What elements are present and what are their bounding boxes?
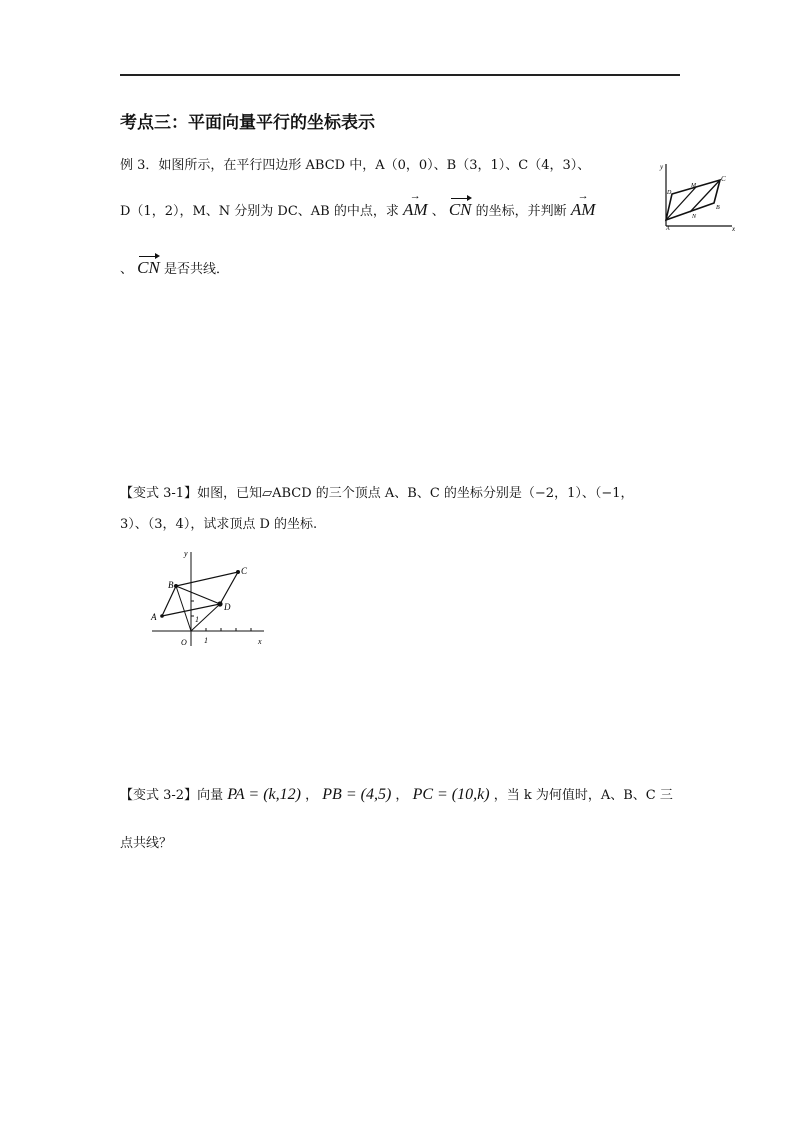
fig1-x-label: x xyxy=(732,225,736,233)
example3-line2-text-a: D（1，2），M、N 分别为 DC、AB 的中点，求 xyxy=(120,204,399,219)
variant31-line1: 【变式 3-1】如图，已知▱ABCD 的三个顶点 A、B、C 的坐标分别是（−2，1）、（−1， xyxy=(120,486,634,501)
variant32-suffix: ，当 k 为何值时，A、B、C 三 xyxy=(493,788,673,803)
vector-pb-expression: PB = (4,5) xyxy=(322,786,392,803)
fig2-tick-y-1: 1 xyxy=(195,615,199,624)
variant32-prefix: 【变式 3-2】向量 xyxy=(120,788,224,803)
fig2-origin-label: O xyxy=(181,638,187,647)
fig2-tick-x-1: 1 xyxy=(204,636,208,645)
variant32-line2: 点共线？ xyxy=(120,836,173,851)
fig2-label-a: A xyxy=(151,612,157,622)
example3-line3-text-a: 、 xyxy=(120,262,134,277)
vector-am-2: → AM xyxy=(570,190,596,219)
example3-line3 xyxy=(120,258,229,278)
vector-bar-icon xyxy=(139,256,158,257)
fig1-label-m: M xyxy=(691,183,696,189)
top-rule xyxy=(120,74,680,76)
variant32-line1 xyxy=(120,784,673,804)
variant32-comma-2: ， xyxy=(395,788,409,803)
example3-parallelogram-figure xyxy=(652,158,738,234)
vector-bar-icon xyxy=(451,198,470,199)
fig2-label-d: D xyxy=(224,602,231,612)
fig2-label-b: B xyxy=(168,580,174,590)
fig1-label-a: A xyxy=(666,226,670,232)
fig1-y-label: y xyxy=(660,163,664,171)
example3-line2 xyxy=(120,190,596,220)
fig2-y-label: y xyxy=(184,549,188,558)
example3-line3-text-b: 是否共线． xyxy=(163,262,229,277)
example3-separator: 、 xyxy=(431,204,445,219)
example3-line2-text-b: 的坐标，并判断 xyxy=(475,204,567,219)
fig1-label-d: D xyxy=(667,190,672,196)
fig2-label-c: C xyxy=(241,566,248,576)
vector-arrow-icon: → xyxy=(577,190,589,202)
fig1-label-c: C xyxy=(721,175,726,183)
section-heading: 考点三：平面向量平行的坐标表示 xyxy=(120,113,375,133)
vector-pc-expression: PC = (10,k) xyxy=(412,786,490,803)
fig1-label-b: B xyxy=(716,205,720,211)
vector-cn: CN xyxy=(448,200,472,219)
vector-am: → AM xyxy=(403,190,428,219)
variant31-parallelogram-figure xyxy=(146,546,270,652)
variant31-line2: 3）、（3，4），试求顶点 D 的坐标. xyxy=(120,517,318,532)
variant32-comma-1: ， xyxy=(305,788,319,803)
vector-cn-2: CN xyxy=(137,258,160,277)
fig1-label-n: N xyxy=(692,214,697,220)
vector-pa-expression: PA = (k,12) xyxy=(227,786,301,803)
vector-arrow-icon: → xyxy=(409,190,421,202)
example3-line1: 例 3．如图所示，在平行四边形 ABCD 中，A（0，0）、B（3，1）、C（4，3）、 xyxy=(120,158,591,173)
fig2-x-label: x xyxy=(258,637,262,646)
